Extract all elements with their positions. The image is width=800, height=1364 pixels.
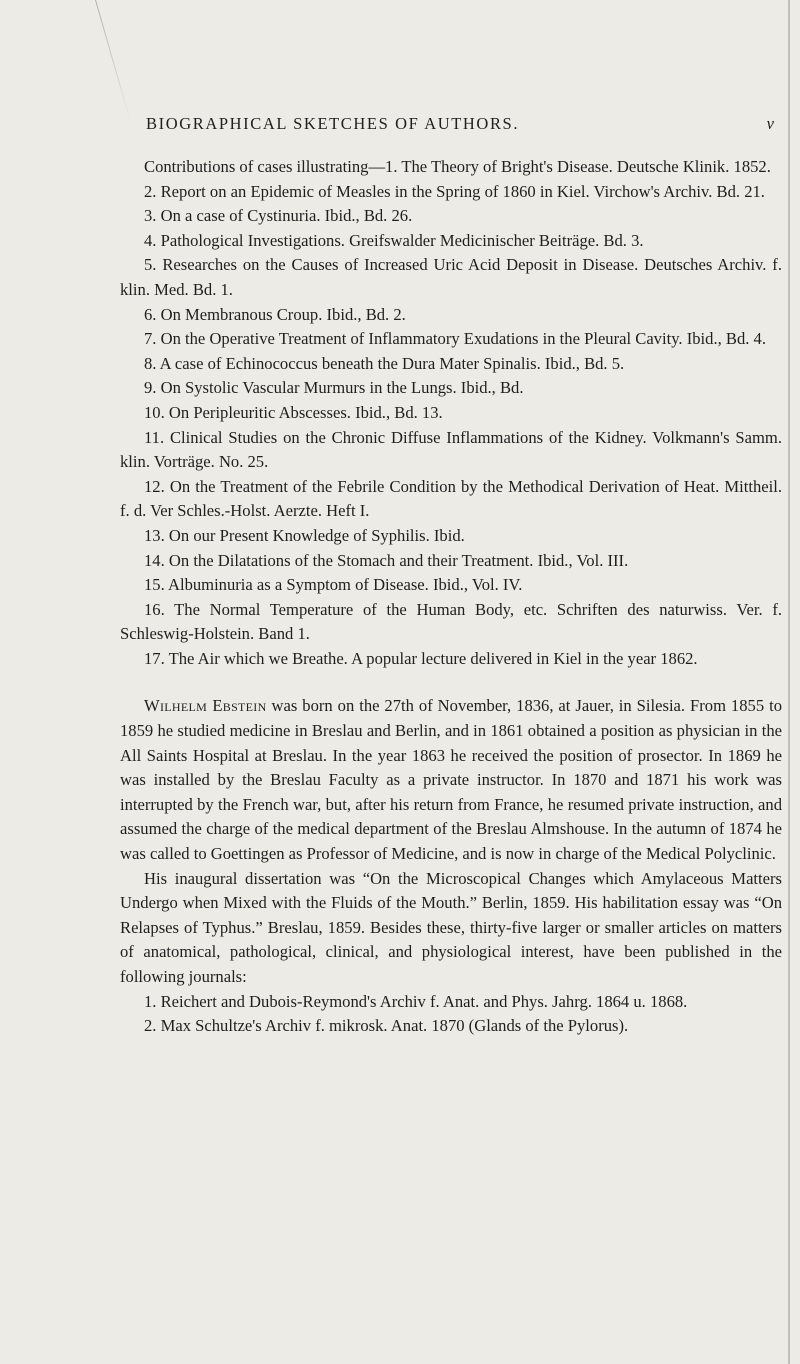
contribution-item: 10. On Peripleuritic Abscesses. Ibid., Bd. 13. [144,402,443,422]
running-title: BIOGRAPHICAL SKETCHES OF AUTHORS. [146,114,520,133]
contribution-item: 2. Report on an Epidemic of Measles in the Spring of 1860 in Kiel. Virchow's Archiv. Bd. 21. [144,181,765,201]
page-number: v [766,114,774,133]
page-edge-shadow [95,0,132,125]
journal-item: 2. Max Schultze's Archiv f. mikrosk. Anat. 1870 (Glands of the Pylorus). [144,1016,629,1036]
contribution-item: 3. On a case of Cystinuria. Ibid., Bd. 26. [144,206,413,226]
contribution-item: 6. On Membranous Croup. Ibid., Bd. 2. [144,304,406,324]
biography-intro: was born on the 27th of November, 1836, at Jauer, in Silesia. From 1855 to 1859 he studied medicine in Breslau and Berlin, and in 1861 obtained a position as physician in the All Saints Hospital at Breslau. In the year 1863 he received the position of prosector. In 1869 he was installed by the Breslau Faculty as a private instructor. In 1870 and 1871 his work was interrupted by the French war, but, after his return from France, he resumed private instruction, and assumed the charge of the medical department of the Breslau Almshouse. In the autumn of 1874 he was called to Goettingen as Professor of Medicine, and is now in charge of the Medical Polyclinic. [120,696,782,864]
biography-paragraph [120,694,782,866]
contribution-item: 15. Albuminuria as a Symptom of Disease. Ibid., Vol. IV. [144,575,523,595]
contribution-item: 12. On the Treatment of the Febrile Condition by the Methodical Derivation of Heat. Mittheil. f. d. Ver Schles.-Holst. Aerzte. Heft I. [120,476,782,521]
journal-item: 1. Reichert and Dubois-Reymond's Archiv f. Anat. and Phys. Jahrg. 1864 u. 1868. [144,991,688,1011]
contribution-item: 8. A case of Echinococcus beneath the Dura Mater Spinalis. Ibid., Bd. 5. [144,353,625,373]
running-header [146,114,782,138]
body-text [120,155,782,1039]
contribution-item: 11. Clinical Studies on the Chronic Diffuse Inflammations of the Kidney. Volkmann's Samm. klin. Vorträge. No. 25. [120,427,782,472]
contribution-item: 7. On the Operative Treatment of Inflammatory Exudations in the Pleural Cavity. Ibid., Bd. 4. [144,329,766,349]
contribution-item: 4. Pathological Investigations. Greifswalder Medicinischer Beiträge. Bd. 3. [144,230,644,250]
works-paragraph: His inaugural dissertation was “On the Microscopical Changes which Amylaceous Matters Undergo when Mixed with the Fluids of the Mouth.” Berlin, 1859. His habilitation essay was “On Relapses of Typhus.” Breslau, 1859. Besides these, thirty-five larger or smaller articles on matters of anatomical, pathological, clinical, and physiological interest, have been published in the following journals: [120,868,782,986]
page-gutter-shadow [788,0,790,1364]
contribution-item: 16. The Normal Temperature of the Human Body, etc. Schriften des naturwiss. Ver. f. Schleswig-Holstein. Band 1. [120,599,782,644]
contribution-item: 9. On Systolic Vascular Murmurs in the Lungs. Ibid., Bd. [144,378,524,398]
contribution-item: 13. On our Present Knowledge of Syphilis. Ibid. [144,525,465,545]
contribution-item: 17. The Air which we Breathe. A popular lecture delivered in Kiel in the year 1862. [144,648,698,668]
contribution-item: 5. Researches on the Causes of Increased Uric Acid Deposit in Disease. Deutsches Archiv. f. klin. Med. Bd. 1. [120,255,782,299]
contribution-item: Contributions of cases illustrating—1. The Theory of Bright's Disease. Deutsche Klinik. 1852. [144,157,771,176]
author-name: Wilhelm Ebstein [144,696,267,716]
contribution-item: 14. On the Dilatations of the Stomach and their Treatment. Ibid., Vol. III. [144,550,629,570]
